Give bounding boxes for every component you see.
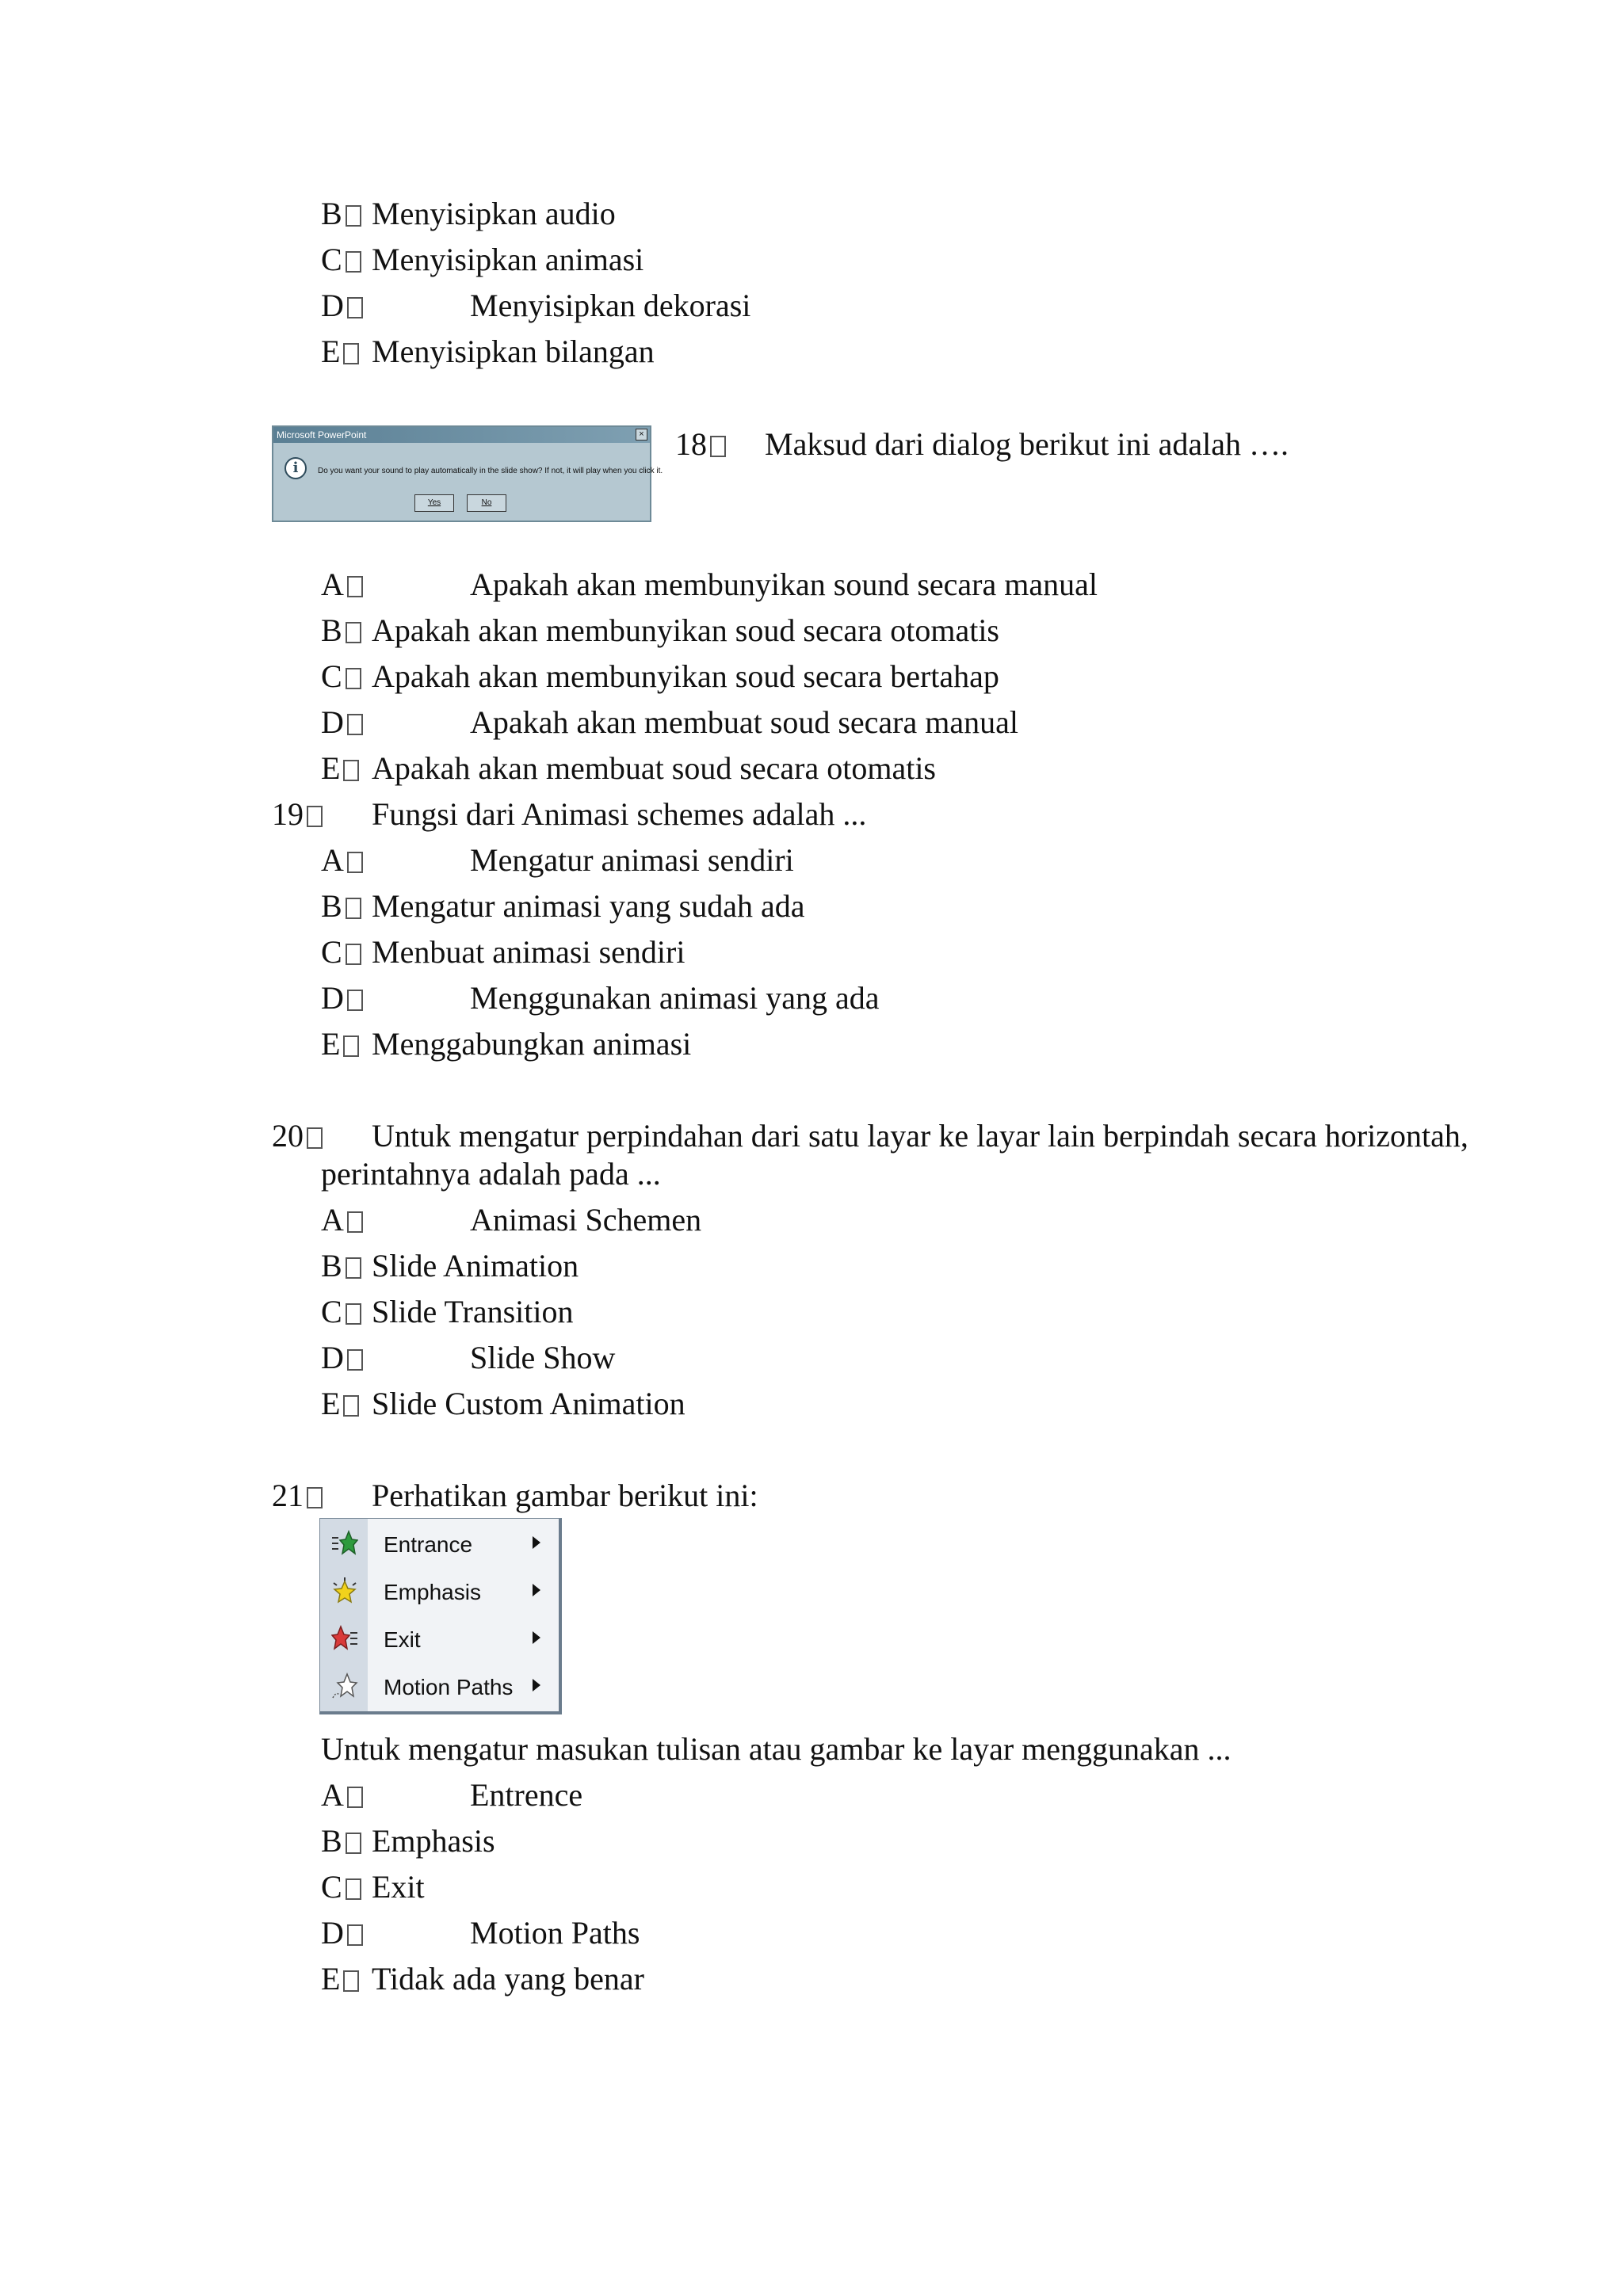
option-text: Exit	[372, 1869, 425, 1905]
powerpoint-dialog-image	[272, 425, 663, 522]
info-icon: i	[285, 457, 307, 479]
option-letter: D	[321, 707, 363, 738]
option-letter: C	[321, 1296, 361, 1328]
option-text: Mengatur animasi yang sudah ada	[372, 888, 805, 924]
option-letter: E	[321, 753, 359, 784]
close-icon: ×	[636, 429, 647, 441]
emphasis-star-icon	[331, 1577, 358, 1604]
option-text: Menyisipkan dekorasi	[470, 288, 751, 323]
menu-item-emphasis	[320, 1566, 558, 1614]
menu-item-label: Exit	[384, 1627, 421, 1652]
option-letter: E	[321, 1963, 359, 1995]
option-letter: E	[321, 336, 359, 368]
menu-item-label: Entrance	[384, 1532, 473, 1557]
dialog-no-button: No	[467, 494, 506, 512]
option-letter: B	[321, 198, 361, 230]
option-letter: A	[321, 1204, 363, 1236]
exit-star-icon	[331, 1625, 358, 1652]
dialog-message: Do you want your sound to play automatically in the slide show? If not, it will play when you click it.	[318, 467, 663, 475]
option-text: Apakah akan membunyikan soud secara otomatis	[372, 612, 999, 648]
option-text: Slide Custom Animation	[372, 1386, 685, 1421]
question-text: Fungsi dari Animasi schemes adalah ...	[372, 796, 867, 832]
option-letter: D	[321, 982, 363, 1014]
question-text-line1: Untuk mengatur perpindahan dari satu layar ke layar lain berpindah secara horizontah,	[372, 1118, 1468, 1154]
dialog-yes-button: Yes	[414, 494, 454, 512]
option-text: Menggunakan animasi yang ada	[470, 980, 880, 1016]
option-letter: C	[321, 661, 361, 692]
option-text: Menyisipkan animasi	[372, 242, 644, 277]
question-number: 18	[675, 429, 726, 460]
submenu-arrow-icon	[533, 1536, 540, 1549]
option-letter: E	[321, 1028, 359, 1060]
option-text: Slide Animation	[372, 1248, 579, 1283]
question-prompt: Untuk mengatur masukan tulisan atau gambar ke layar menggunakan ...	[321, 1731, 1232, 1767]
option-text: Menggabungkan animasi	[372, 1026, 692, 1062]
option-text: Apakah akan membuat soud secara manual	[470, 704, 1018, 740]
animation-menu-image	[319, 1518, 562, 1714]
option-text: Menyisipkan bilangan	[372, 334, 655, 369]
option-letter: B	[321, 1825, 361, 1857]
motion-paths-star-icon	[331, 1672, 358, 1699]
submenu-arrow-icon	[533, 1679, 540, 1691]
option-letter: D	[321, 1917, 363, 1949]
option-text: Apakah akan membunyikan sound secara manual	[470, 566, 1098, 602]
question-number: 19	[272, 799, 323, 830]
option-letter: A	[321, 845, 363, 876]
question-text: Maksud dari dialog berikut ini adalah ….	[765, 426, 1289, 462]
option-text: Emphasis	[372, 1823, 495, 1859]
option-letter: B	[321, 1250, 361, 1282]
submenu-arrow-icon	[533, 1631, 540, 1644]
menu-item-label: Emphasis	[384, 1580, 481, 1604]
option-letter: B	[321, 615, 361, 646]
option-text: Apakah akan membuat soud secara otomatis	[372, 750, 936, 786]
option-letter: C	[321, 936, 361, 968]
option-letter: C	[321, 1871, 361, 1903]
menu-item-entrance	[320, 1519, 558, 1566]
option-letter: C	[321, 244, 361, 276]
menu-item-label: Motion Paths	[384, 1675, 514, 1699]
option-text: Entrence	[470, 1777, 583, 1813]
option-text: Apakah akan membunyikan soud secara bertahap	[372, 658, 999, 694]
option-text: Tidak ada yang benar	[372, 1961, 644, 1997]
question-number: 20	[272, 1120, 323, 1152]
option-letter: B	[321, 891, 361, 922]
option-text: Slide Transition	[372, 1294, 574, 1329]
option-letter: A	[321, 1779, 363, 1811]
entrance-star-icon	[331, 1530, 358, 1557]
option-letter: D	[321, 1342, 363, 1374]
menu-item-motion-paths	[320, 1661, 558, 1709]
option-text: Menbuat animasi sendiri	[372, 934, 685, 970]
option-letter: D	[321, 290, 363, 322]
option-text: Mengatur animasi sendiri	[470, 842, 794, 878]
option-letter: A	[321, 569, 363, 601]
option-text: Slide Show	[470, 1340, 616, 1375]
option-letter: E	[321, 1388, 359, 1420]
menu-item-exit	[320, 1614, 558, 1661]
dialog-titlebar: Microsoft PowerPoint	[273, 427, 650, 443]
question-text: Perhatikan gambar berikut ini:	[372, 1478, 758, 1513]
question-number: 21	[272, 1480, 323, 1512]
submenu-arrow-icon	[533, 1584, 540, 1596]
option-text: Animasi Schemen	[470, 1202, 702, 1238]
option-text: Motion Paths	[470, 1915, 640, 1951]
option-text: Menyisipkan audio	[372, 196, 616, 231]
question-text-line2: perintahnya adalah pada ...	[321, 1156, 661, 1192]
